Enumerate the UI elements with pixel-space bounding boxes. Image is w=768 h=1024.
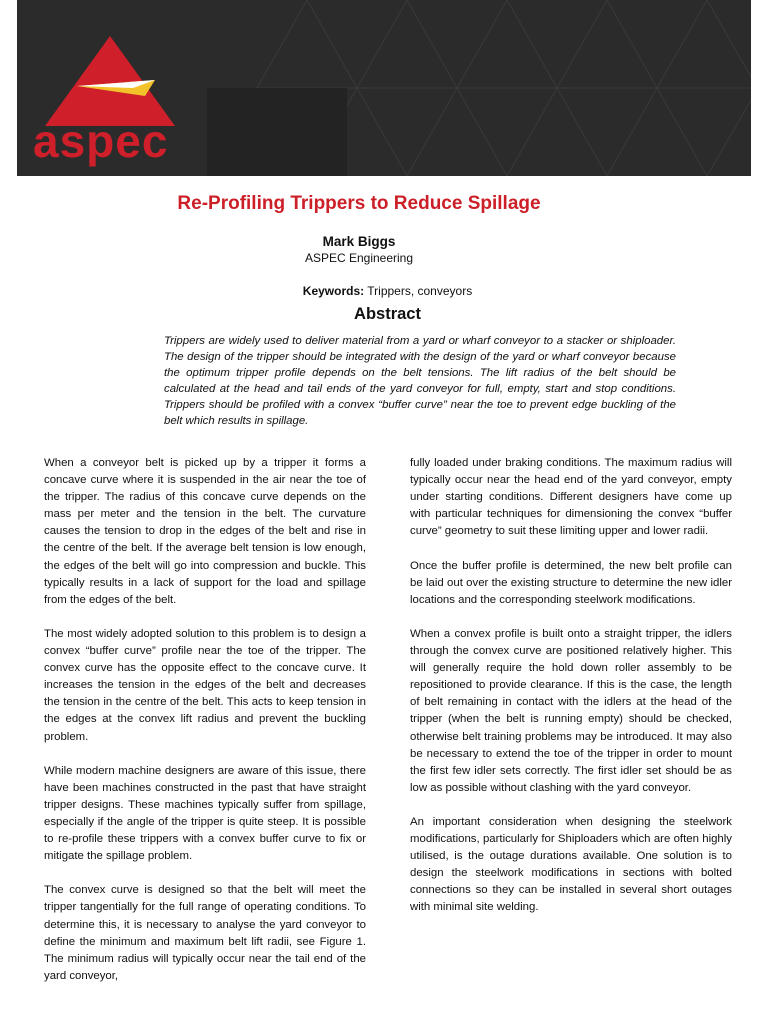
author-affiliation: ASPEC Engineering: [304, 251, 414, 265]
keywords-line: [0, 284, 768, 298]
paragraph: When a convex profile is built onto a straight tripper, the idlers through the convex curve are positioned relatively higher. This will generally require the hold down roller assembly to be repositioned to provide clearance. If this is the case, the length of belt remaining in contact with the idlers at the head of the tripper (when the belt is running empty) should be checked, otherwise belt training problems may be introduced. It may also be necessary to extend the toe of the tripper in order to mount the first few idler sets correctly. The first idler set should be as low as possible without clashing with the yard conveyor.: [410, 627, 732, 794]
abstract-heading: Abstract: [354, 305, 421, 323]
paragraph: An important consideration when designing the steelwork modifications, particularly for Shiploaders which are often highly utilised, is the outage durations available. One solution is to design the steelwork modifications in sections with bolted connections so they can be installed in several short outages with minimal site welding.: [410, 815, 732, 914]
banner-dark-block: [207, 88, 347, 176]
keywords-label: Keywords:: [302, 284, 365, 298]
abstract-text: Trippers are widely used to deliver material from a yard or wharf conveyor to a stacker or shiploader. The design of the tripper should be integrated with the design of the yard or wharf conveyor because the optimum tripper profile depends on the belt tensions. The lift radius of the belt should be calculated at the head and tail ends of the yard conveyor for full, empty, start and stop conditions. Trippers should be profiled with a convex “buffer curve” near the toe to prevent edge buckling of the belt which results in spillage.: [164, 335, 676, 427]
paragraph: The most widely adopted solution to this problem is to design a convex “buffer curve” profile near the toe of the tripper. The convex curve has the opposite effect to the concave curve. It increases the tension in the edges of the belt and decreases the tension in the centre of the belt. This acts to keep tension in the edges at the convex lift radius and prevent the buckling problem.: [44, 627, 366, 743]
paragraph: fully loaded under braking conditions. The maximum radius will typically occur near the head end of the yard conveyor, empty under starting conditions. Different designers have come up with particular techniques for dimensioning the convex “buffer curve” geometry to suit these limiting upper and lower radii.: [410, 457, 732, 538]
paragraph: Once the buffer profile is determined, the new belt profile can be laid out over the existing structure to determine the new idler locations and the corresponding steelwork modifications.: [410, 559, 732, 606]
body-column-left: [44, 455, 366, 1002]
paragraph: While modern machine designers are aware of this issue, there have been machines constructed in the past that have straight tripper designs. These machines typically suffer from spillage, especially if the angle of the tripper is quite steep. It is possible to re-profile these trippers with a convex buffer curve to fix or mitigate the spillage problem.: [44, 764, 366, 863]
header-banner: [17, 0, 751, 176]
paragraph: The convex curve is designed so that the belt will meet the tripper tangentially for the full range of operating conditions. To determine this, it is necessary to analyse the yard conveyor to define the minimum and maximum belt lift radii, see Figure 1. The minimum radius will typically occur near the tail end of the yard conveyor,: [44, 884, 366, 982]
aspec-triangle-logo: [45, 36, 175, 126]
body-column-right: [410, 455, 732, 934]
paragraph: When a conveyor belt is picked up by a tripper it forms a concave curve where it is suspended in the air near the toe of the tripper. The radius of this concave curve depends on the mass per meter and the tension in the belt. The curvature causes the tension to drop in the edges of the belt and rise in the centre of the belt. If the average belt tension is low enough, the edges of the belt will go into compression and buckle. This typically results in a lack of support for the load and spillage from the edges of the belt.: [44, 457, 366, 606]
author-name: Mark Biggs: [322, 234, 396, 249]
keywords-value: Trippers, conveyors: [367, 284, 473, 298]
logo-text: aspec: [33, 115, 169, 167]
paper-title: Re-Profiling Trippers to Reduce Spillage: [177, 193, 541, 214]
